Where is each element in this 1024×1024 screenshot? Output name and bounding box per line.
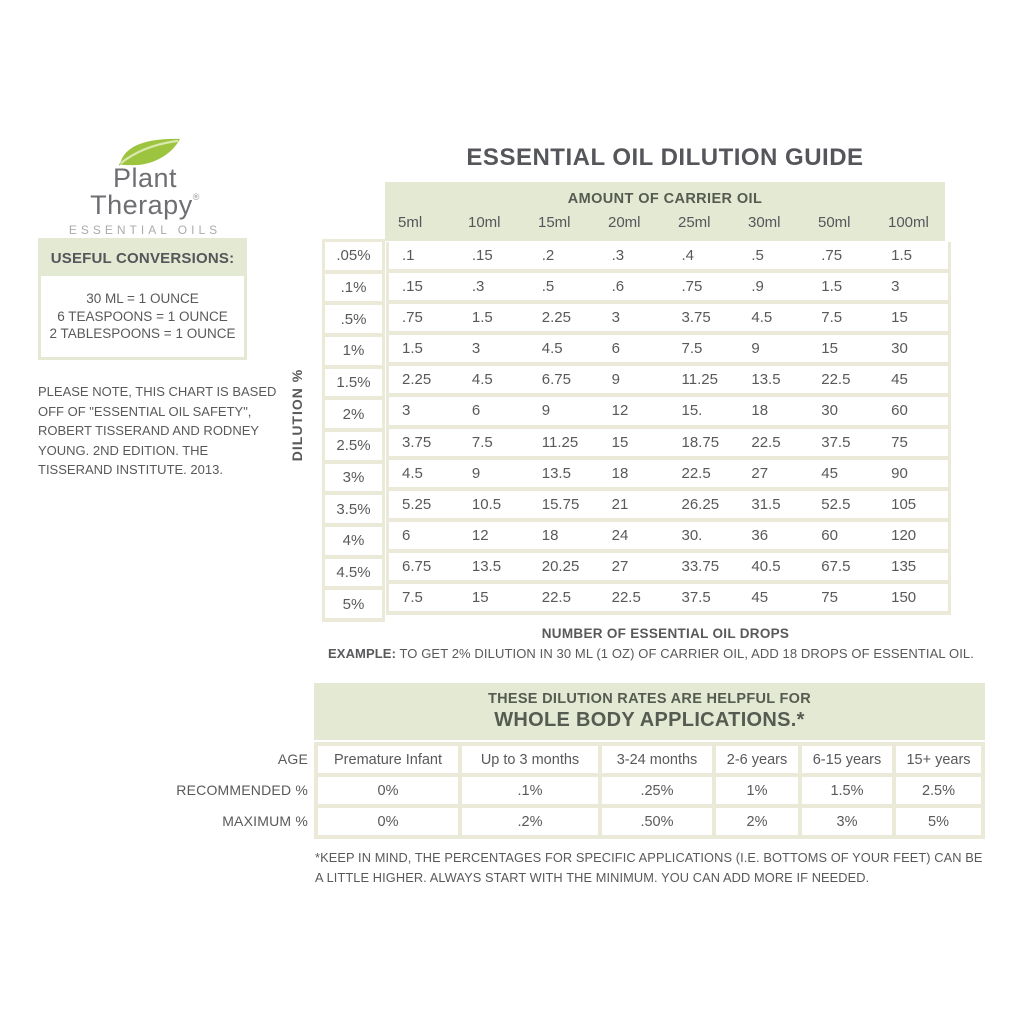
drops-cell: .15 (459, 242, 529, 269)
drops-cell: 6 (599, 335, 669, 362)
drops-cell: 67.5 (808, 553, 878, 580)
maximum-cell: 5% (896, 808, 981, 835)
column-header: 30ml (748, 214, 781, 231)
drops-cell: 13.5 (529, 460, 599, 487)
dilution-row-label: .05% (325, 242, 382, 270)
drops-cell: .75 (808, 242, 878, 269)
carrier-oil-header (385, 182, 945, 241)
drops-cell: 31.5 (738, 491, 808, 518)
drops-cell: .3 (599, 242, 669, 269)
drops-cell: 37.5 (808, 429, 878, 456)
age-row-label: AGE (277, 751, 308, 767)
dilution-percent-column (322, 239, 385, 622)
drops-cell: 24 (599, 522, 669, 549)
column-header: 15ml (538, 214, 571, 231)
drops-cell: .3 (459, 273, 529, 300)
age-cell: 15+ years (896, 746, 981, 773)
column-header: 100ml (888, 214, 929, 231)
drops-cell: 22.5 (808, 366, 878, 393)
maximum-cell: .50% (602, 808, 712, 835)
conversion-item: 30 ML = 1 OUNCE (86, 291, 199, 306)
age-cell: 6-15 years (802, 746, 892, 773)
column-header: 10ml (468, 214, 501, 231)
drops-cell: 1.5 (878, 242, 948, 269)
drops-cell: 15. (669, 397, 739, 424)
drops-cell: 3.75 (389, 429, 459, 456)
drops-cell: 6 (459, 397, 529, 424)
recommended-cell: .1% (462, 777, 598, 804)
example-text: TO GET 2% DILUTION IN 30 ML (1 OZ) OF CARRIER OIL, ADD 18 DROPS OF ESSENTIAL OIL. (396, 646, 974, 661)
drops-cell: 7.5 (389, 584, 459, 611)
table-footer-label: NUMBER OF ESSENTIAL OIL DROPS (541, 626, 790, 641)
drops-cell: 27 (738, 460, 808, 487)
drops-cell: 1.5 (459, 304, 529, 331)
drops-cell: 90 (878, 460, 948, 487)
drops-cell: 4.5 (529, 335, 599, 362)
age-table-body (314, 742, 985, 839)
recommended-cell: 1.5% (802, 777, 892, 804)
drops-cell: 2.25 (529, 304, 599, 331)
drops-cell: 13.5 (459, 553, 529, 580)
drops-cell: 11.25 (529, 429, 599, 456)
drops-cell: 37.5 (669, 584, 739, 611)
drops-cell: 1.5 (808, 273, 878, 300)
drops-cell: 7.5 (808, 304, 878, 331)
drops-cell: 4.5 (459, 366, 529, 393)
drops-cell: 22.5 (738, 429, 808, 456)
dilution-row-label: .1% (325, 274, 382, 302)
dilution-row-label: 3.5% (325, 495, 382, 523)
conversion-item: 2 TABLESPOONS = 1 OUNCE (49, 326, 236, 342)
dilution-row-label: 3% (325, 464, 382, 492)
drops-cell: 26.25 (669, 491, 739, 518)
recommended-cell: 2.5% (896, 777, 981, 804)
drops-cell: 3 (599, 304, 669, 331)
drops-cell: 30. (669, 522, 739, 549)
drops-cell: 60 (878, 397, 948, 424)
drops-cell: 27 (599, 553, 669, 580)
dilution-row-label: 2% (325, 400, 382, 428)
drops-cell: 45 (808, 460, 878, 487)
recommended-cell: .25% (602, 777, 712, 804)
carrier-oil-columns (385, 214, 945, 231)
drops-cell: 6.75 (389, 553, 459, 580)
drops-cell: 22.5 (529, 584, 599, 611)
drops-cell: .1 (389, 242, 459, 269)
drops-cell: 1.5 (389, 335, 459, 362)
drops-cell: 9 (529, 397, 599, 424)
column-header: 25ml (678, 214, 711, 231)
dilution-row-label: 2.5% (325, 432, 382, 460)
drops-cell: 13.5 (738, 366, 808, 393)
example-label: EXAMPLE: (328, 646, 397, 661)
drops-cell: 9 (599, 366, 669, 393)
brand-logo (55, 136, 235, 237)
drops-cell: 9 (738, 335, 808, 362)
maximum-cell: 0% (318, 808, 458, 835)
drops-cell: 22.5 (669, 460, 739, 487)
drops-cell: 11.25 (669, 366, 739, 393)
drops-cell: .75 (389, 304, 459, 331)
drops-cell: 18 (529, 522, 599, 549)
drops-cell: 7.5 (459, 429, 529, 456)
drops-cell: 10.5 (459, 491, 529, 518)
drops-cell: 4.5 (738, 304, 808, 331)
source-note: PLEASE NOTE, THIS CHART IS BASED OFF OF "ESSENTIAL OIL SAFETY", ROBERT TISSERAND AND RODNEY YOUNG. 2ND EDITION. THE TISSERAND INSTITUTE. 2013. (38, 384, 277, 477)
conversions-list (41, 280, 244, 357)
drops-cell: 3 (878, 273, 948, 300)
dilution-row-label: 1% (325, 337, 382, 365)
drops-cell: .6 (599, 273, 669, 300)
drops-cell: .15 (389, 273, 459, 300)
maximum-cell: 2% (716, 808, 798, 835)
dilution-row-label: 4.5% (325, 559, 382, 587)
dilution-table-body (386, 242, 951, 615)
drops-cell: 33.75 (669, 553, 739, 580)
age-cell: Up to 3 months (462, 746, 598, 773)
maximum-cell: 3% (802, 808, 892, 835)
drops-cell: 3.75 (669, 304, 739, 331)
drops-cell: 150 (878, 584, 948, 611)
dilution-row-label: .5% (325, 305, 382, 333)
drops-cell: 40.5 (738, 553, 808, 580)
drops-cell: 60 (808, 522, 878, 549)
drops-cell: 18 (738, 397, 808, 424)
column-header: 50ml (818, 214, 851, 231)
drops-cell: 3 (389, 397, 459, 424)
drops-cell: 2.25 (389, 366, 459, 393)
drops-cell: 12 (599, 397, 669, 424)
drops-cell: 75 (808, 584, 878, 611)
registered-mark: ® (192, 192, 200, 202)
conversions-box (38, 238, 247, 360)
column-header: 5ml (398, 214, 423, 231)
drops-cell: 75 (878, 429, 948, 456)
drops-cell: .5 (738, 242, 808, 269)
drops-cell: 12 (459, 522, 529, 549)
drops-cell: 18.75 (669, 429, 739, 456)
drops-cell: 9 (459, 460, 529, 487)
dilution-row-label: 1.5% (325, 369, 382, 397)
drops-cell: .9 (738, 273, 808, 300)
drops-cell: 45 (738, 584, 808, 611)
conversion-item: 6 TEASPOONS = 1 OUNCE (57, 308, 228, 324)
age-row-label: RECOMMENDED % (176, 782, 308, 798)
drops-cell: 6 (389, 522, 459, 549)
drops-cell: 52.5 (808, 491, 878, 518)
drops-cell: 15 (808, 335, 878, 362)
brand-name: Plant Therapy® (90, 163, 200, 220)
dilution-row-label: 4% (325, 527, 382, 555)
drops-cell: 105 (878, 491, 948, 518)
age-header-line1: THESE DILUTION RATES ARE HELPFUL FOR (487, 691, 812, 707)
age-cell: 2-6 years (716, 746, 798, 773)
drops-cell: 6.75 (529, 366, 599, 393)
drops-cell: 15 (599, 429, 669, 456)
maximum-cell: .2% (462, 808, 598, 835)
footnote: *KEEP IN MIND, THE PERCENTAGES FOR SPECIFIC APPLICATIONS (I.E. BOTTOMS OF YOUR FEET) CAN BE A LITTLE HIGHER. ALWAYS START WITH THE MINIMUM. YOU CAN ADD MORE IF NEEDED. (315, 850, 983, 885)
drops-cell: 135 (878, 553, 948, 580)
age-cell: Premature Infant (318, 746, 458, 773)
age-table-header (314, 683, 985, 740)
drops-cell: 4.5 (389, 460, 459, 487)
conversions-title: USEFUL CONVERSIONS: (41, 241, 244, 280)
drops-cell: 30 (808, 397, 878, 424)
drops-cell: 20.25 (529, 553, 599, 580)
drops-cell: 30 (878, 335, 948, 362)
drops-cell: 45 (878, 366, 948, 393)
drops-cell: 5.25 (389, 491, 459, 518)
drops-cell: 15 (878, 304, 948, 331)
brand-tagline: ESSENTIAL OILS (68, 223, 222, 237)
column-header: 20ml (608, 214, 641, 231)
drops-cell: 15.75 (529, 491, 599, 518)
drops-cell: 22.5 (599, 584, 669, 611)
drops-cell: 21 (599, 491, 669, 518)
age-header-line2: WHOLE BODY APPLICATIONS.* (494, 709, 805, 731)
dilution-row-label: 5% (325, 590, 382, 618)
recommended-cell: 1% (716, 777, 798, 804)
drops-cell: .2 (529, 242, 599, 269)
drops-cell: .4 (669, 242, 739, 269)
drops-cell: .75 (669, 273, 739, 300)
drops-cell: 18 (599, 460, 669, 487)
drops-cell: 7.5 (669, 335, 739, 362)
drops-cell: 120 (878, 522, 948, 549)
age-row-label: MAXIMUM % (222, 813, 308, 829)
example-note (315, 646, 987, 661)
page-title: ESSENTIAL OIL DILUTION GUIDE (466, 144, 864, 171)
drops-cell: 15 (459, 584, 529, 611)
drops-cell: .5 (529, 273, 599, 300)
dilution-axis-label: DILUTION % (289, 368, 305, 462)
drops-cell: 3 (459, 335, 529, 362)
carrier-oil-title: AMOUNT OF CARRIER OIL (567, 191, 763, 207)
recommended-cell: 0% (318, 777, 458, 804)
age-cell: 3-24 months (602, 746, 712, 773)
drops-cell: 36 (738, 522, 808, 549)
